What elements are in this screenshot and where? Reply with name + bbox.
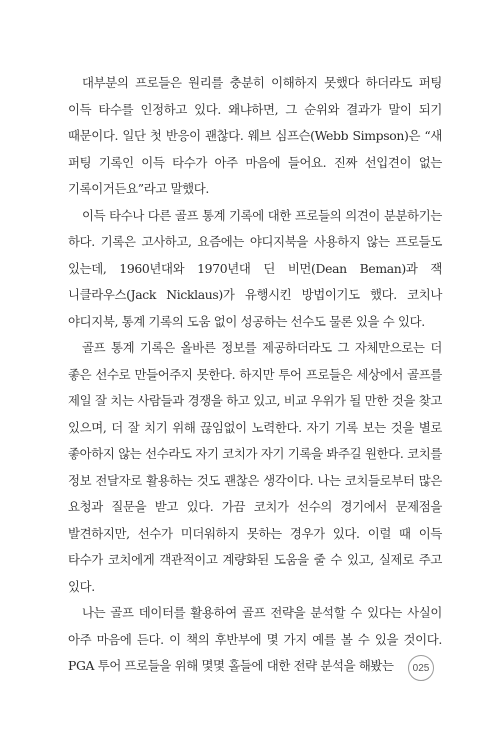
paragraph: 나는 골프 데이터를 활용하여 골프 전략을 분석할 수 있다는 사실이 아주 마음에 든다. 이 책의 후반부에 몇 가지 예를 볼 수 있을 것이다. PGA 투어 프로들을 위해 몇몇 홀들에 대한 전략 분석을 해봤는 xyxy=(68,605,442,673)
paragraph: 이득 타수나 다른 골프 통계 기록에 대한 프로들의 의견이 분분하기는 하다. 기록은 고사하고, 요즘에는 야디지북을 사용하지 않는 프로들도 있는데, 1960년대와 1970년대 딘 비먼(Dean Beman)과 잭 니클라우스(Jack Nicklaus)가 유행시킨 방법이기도 했다. 코치나 야디지북, 통계 기록의 도움 없이 성공하는 선수도 물론 있을 수 있다. xyxy=(68,207,442,329)
body-text xyxy=(68,70,442,680)
paragraph: 골프 통계 기록은 올바른 정보를 제공하더라도 그 자체만으로는 더 좋은 선수로 만들어주지 못한다. 하지만 투어 프로들은 세상에서 골프를 제일 잘 치는 사람들과 경쟁을 하고 있고, 비교 우위가 될 만한 것을 찾고 있으며, 더 잘 치기 위해 끊임없이 노력한다. 자기 기록 보는 것을 별로 좋아하지 않는 선수라도 자기 코치가 자기 기록을 봐주길 원한다. 코치를 정보 전달자로 활용하는 것도 괜찮은 생각이다. 나는 코치들로부터 많은 요청과 질문을 받고 있다. 가끔 코치가 선수의 경기에서 문제점을 발견하지만, 선수가 미더워하지 못하는 경우가 있다. 이럴 때 이득 타수가 코치에게 객관적이고 계량화된 도움을 줄 수 있고, 실제로 주고 있다. xyxy=(68,340,442,594)
page-number: 025 xyxy=(408,655,434,681)
paragraph: 대부분의 프로들은 원리를 충분히 이해하지 못했다 하더라도 퍼팅 이득 타수를 인정하고 있다. 왜냐하면, 그 순위와 결과가 말이 되기 때문이다. 일단 첫 반응이 괜찮다. 웨브 심프슨(Webb Simpson)은 “새 퍼팅 기록인 이득 타수가 아주 마음에 들어요. 진짜 선입견이 없는 기록이거든요”라고 말했다. xyxy=(68,75,442,196)
